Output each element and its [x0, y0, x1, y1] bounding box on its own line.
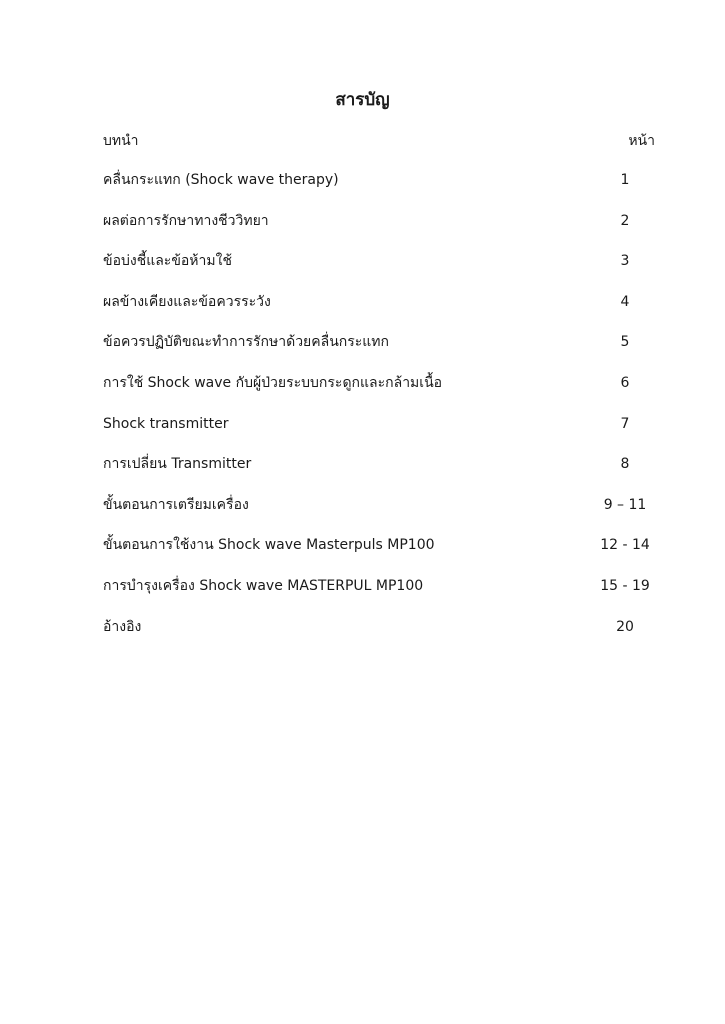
toc-entry: [103, 455, 655, 496]
toc-entry-title: การบำรุงเครื่อง Shock wave MASTERPUL MP100: [103, 577, 424, 594]
page-title: สารบัญ: [335, 90, 390, 110]
toc-entry: [103, 252, 655, 293]
toc-entry-page: 12 - 14: [600, 537, 650, 554]
toc-entry-page: 9 – 11: [603, 496, 647, 513]
toc-entry-title: ข้อบ่งชี้และข้อห้ามใช้: [103, 253, 232, 270]
toc-entry-title: การเปลี่ยน Transmitter: [103, 456, 252, 473]
toc-entry-title: ข้อควรปฏิบัติขณะทำการรักษาด้วยคลื่นกระแทก: [103, 334, 390, 351]
toc-entry-title: อ้างอิง: [103, 618, 142, 635]
table-of-contents: [103, 171, 655, 658]
toc-entry-page: 2: [620, 212, 630, 229]
toc-entry-title: ผลต่อการรักษาทางชีววิทยา: [103, 212, 269, 229]
toc-entry-page: 4: [620, 293, 630, 310]
toc-entry-page: 7: [620, 415, 630, 432]
toc-entry: [103, 171, 655, 212]
toc-entry-title: ผลข้างเคียงและข้อควรระวัง: [103, 293, 271, 310]
toc-entry-page: 3: [620, 253, 630, 270]
toc-entry-page: 15 - 19: [600, 577, 650, 594]
toc-entry-title: คลื่นกระแทก (Shock wave therapy): [103, 172, 339, 188]
toc-entry: [103, 374, 655, 415]
toc-entry: [103, 496, 655, 537]
toc-entry-page: 5: [620, 334, 630, 351]
toc-entry-title: ขั้นตอนการเตรียมเครื่อง: [103, 496, 249, 513]
toc-entry: [103, 577, 655, 618]
toc-entry-page: 1: [620, 172, 630, 188]
toc-header: [103, 130, 655, 152]
toc-entry: [103, 618, 655, 659]
toc-entry: [103, 536, 655, 577]
toc-entry-title: การใช้ Shock wave กับผู้ป่วยระบบกระดูกและกล้ามเนื้อ: [103, 374, 443, 391]
toc-entry-page: 20: [616, 618, 634, 635]
toc-entry-page: 6: [620, 374, 630, 391]
toc-entry-title: Shock transmitter: [103, 415, 229, 432]
toc-header-page-label: หน้า: [628, 133, 655, 149]
toc-entry-title: ขั้นตอนการใช้งาน Shock wave Masterpuls MP100: [103, 537, 435, 554]
toc-entry: [103, 415, 655, 456]
toc-entry: [103, 333, 655, 374]
toc-header-left: บทนำ: [103, 133, 139, 149]
toc-entry-page: 8: [620, 456, 630, 473]
toc-entry: [103, 212, 655, 253]
toc-entry: [103, 293, 655, 334]
